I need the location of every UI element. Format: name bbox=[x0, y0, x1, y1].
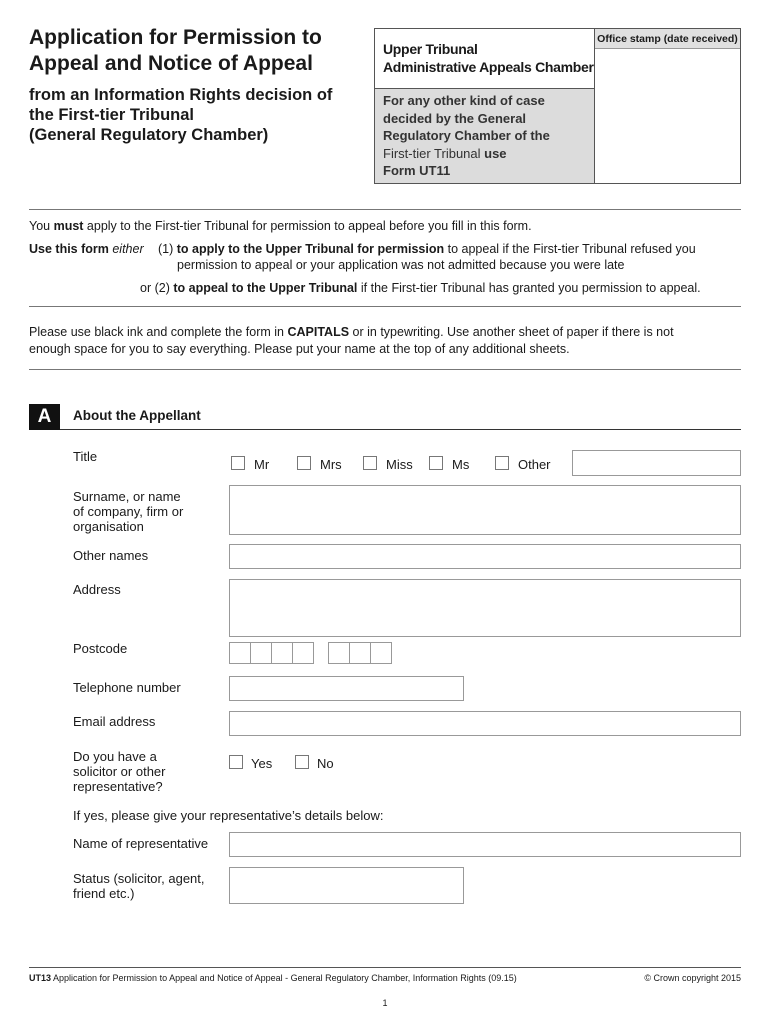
telephone-field[interactable] bbox=[229, 676, 464, 701]
option-1-continued: permission to appeal or your application was not admitted because you were late bbox=[177, 258, 625, 272]
page-number: 1 bbox=[382, 998, 388, 1008]
title-mr-checkbox[interactable] bbox=[231, 456, 245, 470]
postcode-cell[interactable] bbox=[328, 642, 350, 664]
surname-label: Surname, or name of company, firm or organisation bbox=[73, 489, 184, 534]
address-label: Address bbox=[73, 582, 121, 597]
telephone-label: Telephone number bbox=[73, 680, 181, 695]
title-other-field[interactable] bbox=[572, 450, 741, 476]
form-title: Application for Permission to Appeal and Notice of Appeal bbox=[29, 26, 322, 75]
rep-name-field[interactable] bbox=[229, 832, 741, 857]
other-case-note: For any other kind of case decided by the General Regulatory Chamber of the First-tier Tribunal use Form UT11 bbox=[375, 89, 594, 183]
footer-copyright: © Crown copyright 2015 bbox=[644, 973, 741, 983]
solicitor-question: Do you have a solicitor or other representative? bbox=[73, 749, 166, 794]
option-2-text: or (2) to appeal to the Upper Tribunal if the First-tier Tribunal has granted you permission to appeal. bbox=[140, 281, 701, 295]
surname-field[interactable] bbox=[229, 485, 741, 535]
office-stamp-box bbox=[594, 28, 741, 184]
title-mrs-label: Mrs bbox=[320, 457, 342, 472]
postcode-label: Postcode bbox=[73, 641, 128, 656]
title-mrs-checkbox[interactable] bbox=[297, 456, 311, 470]
solicitor-no-label: No bbox=[317, 756, 334, 771]
tribunal-heading: Upper Tribunal Administrative Appeals Chamber bbox=[375, 29, 594, 89]
form-subtitle: from an Information Rights decision of the First-tier Tribunal (General Regulatory Chamber) bbox=[29, 86, 333, 144]
email-label: Email address bbox=[73, 714, 156, 729]
footer-form-reference: UT13 Application for Permission to Appeal and Notice of Appeal - General Regulatory Chamber, Information Rights (09.15) bbox=[29, 973, 517, 983]
divider bbox=[29, 306, 741, 307]
postcode-cell[interactable] bbox=[292, 642, 314, 664]
rep-name-label: Name of representative bbox=[73, 836, 209, 851]
postcode-cell[interactable] bbox=[229, 642, 251, 664]
solicitor-no-checkbox[interactable] bbox=[295, 755, 309, 769]
postcode-cell[interactable] bbox=[370, 642, 392, 664]
title-miss-checkbox[interactable] bbox=[363, 456, 377, 470]
section-a-title: About the Appellant bbox=[73, 408, 201, 423]
must-apply-text: You must apply to the First-tier Tribunal for permission to appeal before you fill in this form. bbox=[29, 219, 532, 233]
postcode-cell[interactable] bbox=[271, 642, 293, 664]
other-names-field[interactable] bbox=[229, 544, 741, 569]
title-ms-label: Ms bbox=[452, 457, 470, 472]
title-label: Title bbox=[73, 449, 98, 464]
tribunal-box bbox=[374, 28, 595, 184]
representative-instructions: If yes, please give your representative’s details below: bbox=[73, 808, 384, 823]
section-a-badge: A bbox=[29, 404, 60, 430]
title-other-label: Other bbox=[518, 457, 551, 472]
ink-instructions: Please use black ink and complete the form in CAPITALS or in typewriting. Use another sheet of paper if there is not enough space for you to say everything. Please put your name at the top of any additional sheets. bbox=[29, 325, 674, 356]
title-miss-label: Miss bbox=[386, 457, 413, 472]
section-divider bbox=[60, 429, 741, 430]
solicitor-yes-checkbox[interactable] bbox=[229, 755, 243, 769]
title-other-checkbox[interactable] bbox=[495, 456, 509, 470]
postcode-inward[interactable] bbox=[328, 642, 391, 664]
postcode-outward[interactable] bbox=[229, 642, 313, 664]
postcode-cell[interactable] bbox=[349, 642, 371, 664]
other-names-label: Other names bbox=[73, 548, 149, 563]
use-form-label: Use this form either bbox=[29, 242, 144, 256]
rep-status-field[interactable] bbox=[229, 867, 464, 904]
postcode-cell[interactable] bbox=[250, 642, 272, 664]
title-mr-label: Mr bbox=[254, 457, 270, 472]
rep-status-label: Status (solicitor, agent, friend etc.) bbox=[73, 871, 205, 901]
divider bbox=[29, 369, 741, 370]
address-field[interactable] bbox=[229, 579, 741, 637]
option-1-text: (1) to apply to the Upper Tribunal for permission to appeal if the First-tier Tribunal refused you bbox=[158, 242, 696, 256]
office-stamp-label: Office stamp (date received) bbox=[595, 29, 740, 49]
divider bbox=[29, 209, 741, 210]
solicitor-yes-label: Yes bbox=[251, 756, 273, 771]
email-field[interactable] bbox=[229, 711, 741, 736]
title-ms-checkbox[interactable] bbox=[429, 456, 443, 470]
footer-divider bbox=[29, 967, 741, 968]
